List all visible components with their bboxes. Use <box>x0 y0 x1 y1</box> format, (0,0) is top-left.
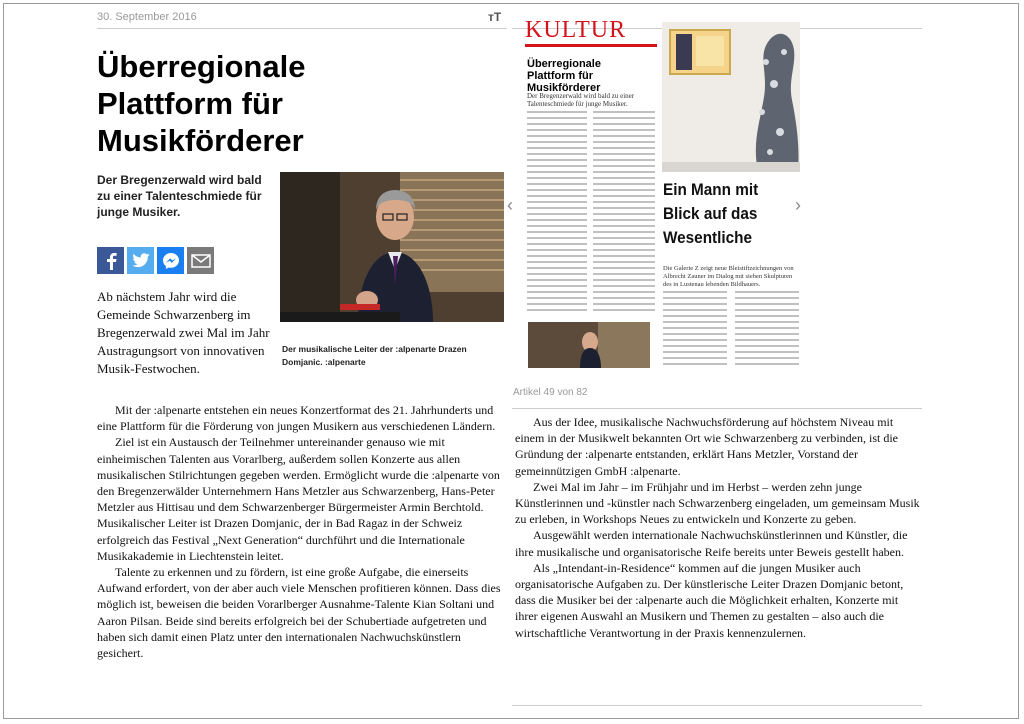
clip-subhead: Die Galerie Z zeigt neue Bleistiftzeichnungen von Albrecht Zauner im Dialog mit sieben Skulpturen des in Lustenau lebenden Bildhauers. <box>663 265 794 288</box>
font-size-icon[interactable]: тT <box>488 10 502 24</box>
article-date: 30. September 2016 <box>97 11 197 23</box>
clip-photo <box>528 322 650 368</box>
paragraph: Ziel ist ein Austausch der Teilnehmer untereinander genauso wie mit einheimischen Talenten aus Vorarlberg, außerdem sollen Konzerte aus allen musikalischen Stilrichtungen gegeben werden. Ermöglicht wurde die :alpenarte von den Bregenzerwälder Unternehmern Hans Metzler aus Schwarzenberg, Hans-Peter Metzler aus Hittisau und dem Schwarzenberger Bürgermeister Armin Berchtold. Musikalischer Leiter ist Drazen Domjanic, der in Bad Ragaz in der Schweiz erfolgreich das Festival „Next Generation“ durchführt und die Internationale Musikakademie in Liechtenstein leitet. <box>97 435 500 563</box>
paragraph: Ausgewählt werden internationale Nachwuchskünstlerinnen und Künstler, die ihre musikalische und organisatorische Reife bereits unter Beweis gestellt haben. <box>515 528 908 559</box>
divider <box>97 28 507 29</box>
clip-lead: Der Bregenzerwald wird bald zu einer Talenteschmiede für junge Musiker. <box>527 92 635 108</box>
facebook-icon[interactable] <box>97 247 124 274</box>
section-bar <box>525 44 657 47</box>
clip-title[interactable]: Überregionale Plattform für Musikförderer <box>527 58 601 94</box>
section-title: KULTUR <box>525 17 627 43</box>
next-article-button[interactable]: › <box>795 195 801 215</box>
clip-headline[interactable]: Ein Mann mit Blick auf das Wesentliche <box>663 180 759 247</box>
paragraph: Aus der Idee, musikalische Nachwuchsförderung auf höchstem Niveau mit einem in der Musikwelt bekannten Ort wie Schwarzenberg zu verbinden, ist die Gründung der :alpenarte entstanden, erklärt Hans Metzler, Vorstand der gemeinnützigen GmbH :alpenarte. <box>515 415 898 478</box>
paragraph: Zwei Mal im Jahr – im Frühjahr und im Herbst – werden zehn junge Künstlerinnen und -künstler nach Schwarzenberg eingeladen, um gemeinsam Musik zu erleben, in Workshops Neues zu entwickeln und Konzerte zu geben. <box>515 479 920 527</box>
messenger-icon[interactable] <box>157 247 184 274</box>
twitter-icon[interactable] <box>127 247 154 274</box>
article-lead: Ab nächstem Jahr wird die Gemeinde Schwarzenberg im Bregenzerwald zwei Mal im Jahr Austragungsort von innovativen Musik-Festwochen. <box>97 289 270 376</box>
article-photo <box>280 172 504 322</box>
article-title: Überregionale Plattform für Musikförderer <box>97 49 306 158</box>
divider <box>512 705 922 706</box>
share-bar <box>97 247 214 274</box>
article-counter: Artikel 49 von 82 <box>513 387 588 398</box>
paragraph: Mit der :alpenarte entstehen ein neues Konzertformat des 21. Jahrhunderts und eine Plattform für die Förderung von jungen Musikern aus verschiedenen Ländern. <box>97 403 496 434</box>
paragraph: Als „Intendant-in-Residence“ kommen auf die jungen Musiker auch organisatorische Aufgaben zu. Der künstlerische Leiter Drazen Domjanic betont, dass die Musiker bei der :alpenarte auch die Möglichkeit erhalten, Konzerte mit ihrer eigenen Auswahl an Musikern und Themen zu gestalten – also auch die wirtschaftliche Verantwortung in der Praxis kennenzulernen. <box>515 560 904 640</box>
photo-caption: Der musikalische Leiter der :alpenarte Drazen Domjanic. :alpenarte <box>282 344 467 367</box>
previous-article-button[interactable]: ‹ <box>507 195 513 215</box>
clip-text-columns <box>527 110 657 320</box>
divider <box>512 408 922 409</box>
article-body-left <box>97 402 502 661</box>
article-subtitle: Der Bregenzerwald wird bald zu einer Talenteschmiede für junge Musiker. <box>97 173 262 219</box>
paragraph: Talente zu erkennen und zu fördern, ist eine große Aufgabe, die einerseits Aufwand erfordert, von der aber auch viele Menschen profitieren können. Dass dies möglich ist, beweisen die beiden Vorarlberger Ausnahme-Talente Kian Soltani und Aaron Pilsan. Beide sind bereits erfolgreich bei der Schubertiade aufgetreten und haben sich damit einen Platz unter den internationalen Nachwuchskünstlern gesichert. <box>97 565 501 661</box>
clip-gallery-photo <box>662 22 800 172</box>
clip-text-columns-right <box>663 290 801 370</box>
article-body-right <box>515 414 920 641</box>
mail-icon[interactable] <box>187 247 214 274</box>
